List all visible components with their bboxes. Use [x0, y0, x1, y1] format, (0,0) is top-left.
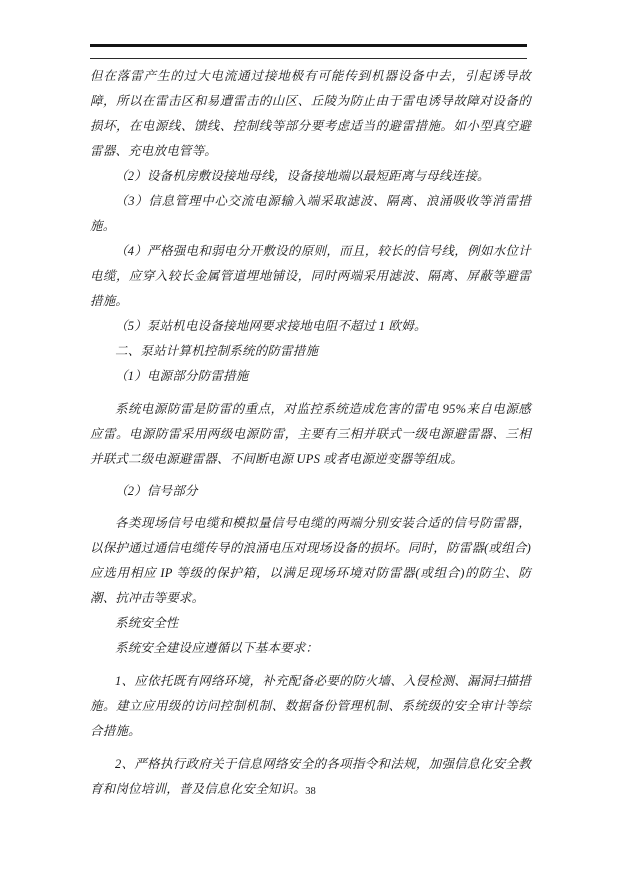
paragraph-signal-cable-protection: 各类现场信号电缆和模拟量信号电缆的两端分别安装合适的信号防雷器，以保护通过通信电缆传导的浪涌电压对现场设备的损坏。同时，防雷器(或组合)应选用相应 IP 等级的保护箱，以满足现场环境对防雷器(或组合)的防尘、防潮、抗冲击等要求。	[90, 516, 531, 605]
heading-system-security: 系统安全性	[115, 616, 179, 630]
subsection-heading-power-section: （1）电源部分防雷措施	[115, 369, 249, 383]
paragraph-security-requirements-intro: 系统安全建设应遵循以下基本要求：	[115, 641, 319, 655]
paragraph-continuation-lightning-current: 但在落雷产生的过大电流通过接地极有可能传到机器设备中去，引起诱导故障，所以在雷击区和易遭雷击的山区、丘陵为防止由于雷电诱导故障对设备的损坏，在电源线、馈线、控制线等部分要考虑适当的避雷措施。如小型真空避雷器、充电放电管等。	[90, 69, 531, 158]
list-item-security-requirement-2: 2、严格执行政府关于信息网络安全的各项指令和法规，加强信息化安全教育和岗位培训，普及信息化安全知识。	[90, 757, 531, 796]
list-item-grounding-resistance: （5）泵站机电设备接地网要求接地电阻不超过 1 欧姆。	[115, 319, 427, 333]
paragraph-power-lightning-protection: 系统电源防雷是防雷的重点，对监控系统造成危害的雷电 95%来自电源感应雷。电源防雷采用两级电源防雷，主要有三相并联式一级电源避雷器、三相并联式二级电源避雷器、不间断电源 UPS 或者电源逆变器等组成。	[90, 402, 531, 466]
header-rule-thick	[90, 44, 527, 47]
list-item-strong-weak-current-separation: （4）严格强电和弱电分开敷设的原则，而且，较长的信号线，例如水位计电缆，应穿入较长金属管道埋地铺设，同时两端采用滤波、隔离、屏蔽等避雷措施。	[90, 244, 531, 308]
list-item-ac-power-input: （3）信息管理中心交流电源输入端采取滤波、隔离、浪涌吸收等消雷措施。	[90, 194, 531, 233]
subsection-heading-signal-section: （2）信号部分	[115, 484, 198, 498]
header-rule-thin	[90, 58, 527, 59]
list-item-grounding-busbar: （2）设备机房敷设接地母线，设备接地端以最短距离与母线连接。	[115, 169, 490, 183]
list-item-security-requirement-1: 1、应依托既有网络环境，补充配备必要的防火墙、入侵检测、漏洞扫描措施。建立应用级的访问控制机制、数据备份管理机制、系统级的安全审计等综合措施。	[90, 674, 531, 738]
section-heading-computer-control-lightning-protection: 二、泵站计算机控制系统的防雷措施	[115, 344, 319, 358]
page-number: 38	[305, 786, 316, 797]
document-body	[90, 64, 531, 802]
